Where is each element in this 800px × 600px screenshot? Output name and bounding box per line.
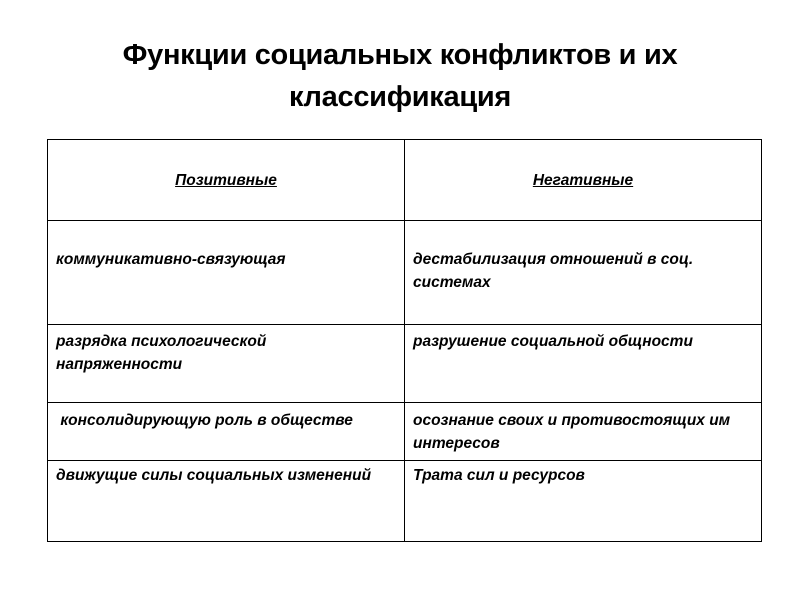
positive-cell: движущие силы социальных изменений — [48, 461, 405, 542]
negative-cell: Трата сил и ресурсов — [405, 461, 762, 542]
negative-cell: осознание своих и противостоящих им интересов — [405, 403, 762, 461]
slide-title: Функции социальных конфликтов и их классификация — [122, 39, 678, 113]
table-row — [48, 221, 762, 325]
header-negative: Негативные — [405, 140, 762, 221]
header-positive: Позитивные — [48, 140, 405, 221]
table-header-row — [48, 140, 762, 221]
negative-cell: разрушение социальной общности — [405, 325, 762, 403]
functions-table — [47, 139, 762, 542]
table-row — [48, 403, 762, 461]
table-row — [48, 461, 762, 542]
positive-cell: разрядка психологической напряженности — [48, 325, 405, 403]
positive-cell: консолидирующую роль в обществе — [48, 403, 405, 461]
positive-cell: коммуникативно-связующая — [48, 221, 405, 325]
table-row — [48, 325, 762, 403]
negative-cell: дестабилизация отношений в соц. системах — [405, 221, 762, 325]
